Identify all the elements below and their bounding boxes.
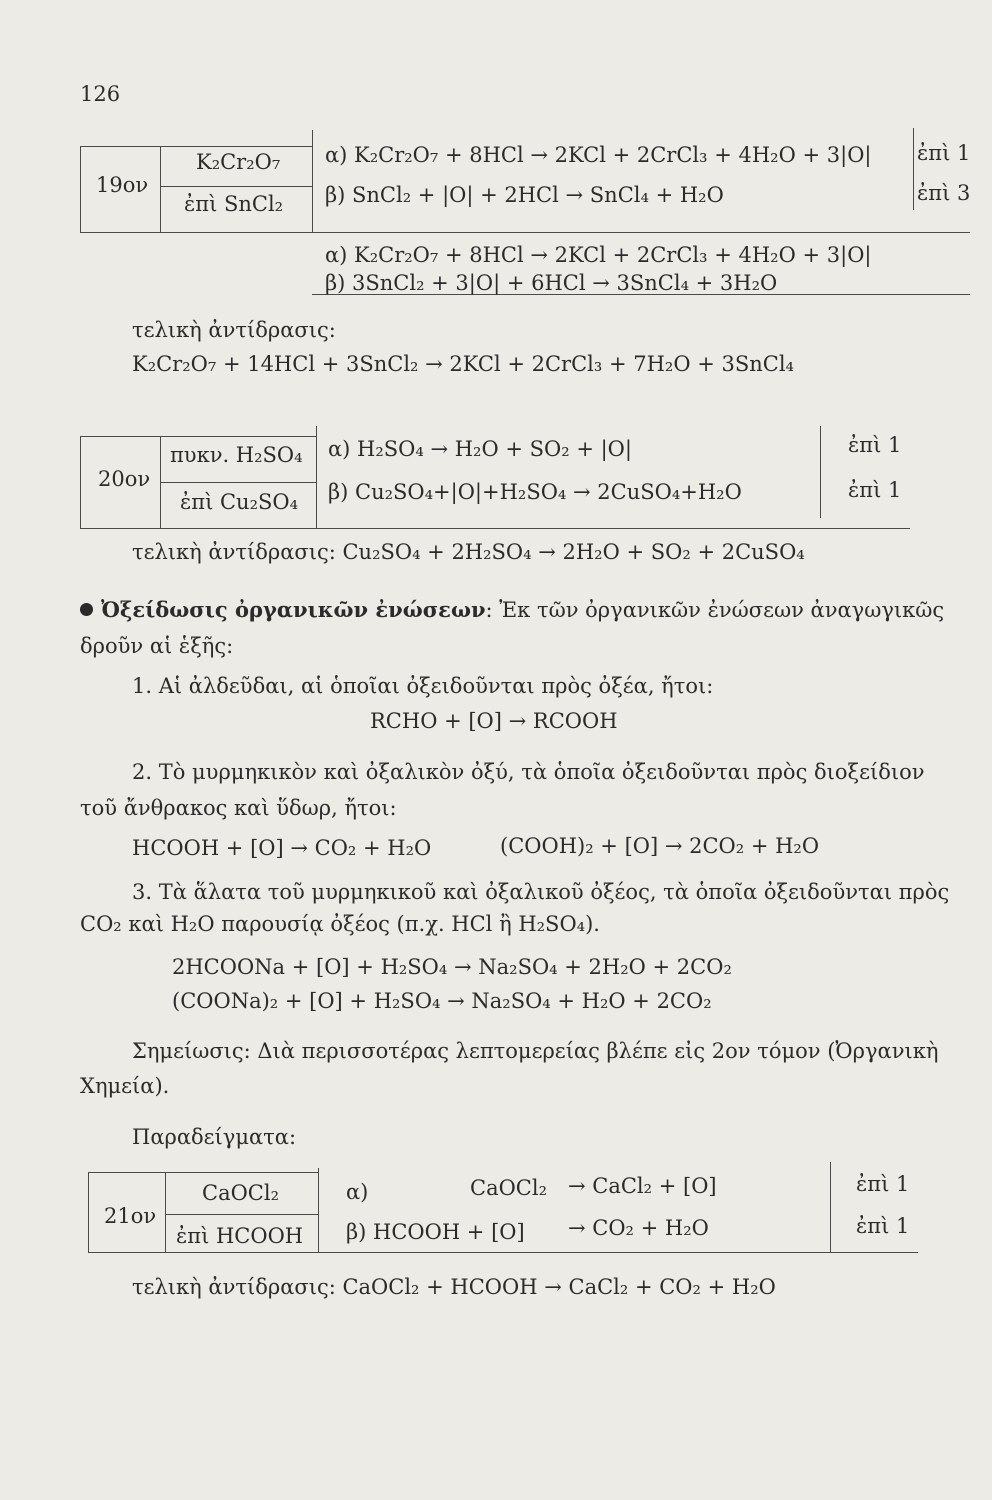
example-19-equation-a: α) K₂Cr₂O₇ + 8HCl → 2KCl + 2CrCl₃ + 4H₂O + 3|O|: [325, 143, 872, 167]
item-3-text-line1: 3. Τὰ ἅλατα τοῦ μυρμηκικοῦ καὶ ὀξαλικοῦ ὀξέος, τὰ ὁποῖα ὀξειδοῦνται πρὸς: [132, 880, 950, 904]
example-20-equation-a: α) H₂SO₄ → H₂O + SO₂ + |O|: [328, 437, 632, 461]
item-1-text: 1. Αἱ ἀλδεῦδαι, αἱ ὁποῖαι ὀξειδοῦνται πρὸς ὀξέα, ἤτοι:: [132, 674, 714, 698]
item-3-equation-1: 2HCOONa + [O] + H₂SO₄ → Na₂SO₄ + 2H₂O + 2CO₂: [172, 955, 732, 979]
example-20-multiplier-b: ἐπὶ 1: [848, 478, 902, 502]
example-20-final-equation: τελικὴ ἀντίδρασις: Cu₂SO₄ + 2H₂SO₄ → 2H₂O + SO₂ + 2CuSO₄: [132, 540, 805, 564]
example-19-multiplier-b: ἐπὶ 3: [917, 181, 971, 205]
item-3-text-line2: CO₂ καὶ H₂O παρουσίᾳ ὀξέος (π.χ. HCl ἢ H₂SO₄).: [80, 912, 600, 936]
item-2-equation-2: (COOH)₂ + [O] → 2CO₂ + H₂O: [500, 834, 820, 858]
example-19-equation-b: β) SnCl₂ + |O| + 2HCl → SnCl₄ + H₂O: [325, 183, 724, 207]
example-21-multiplier-a: ἐπὶ 1: [856, 1172, 910, 1196]
example-20-equation-b: β) Cu₂SO₄+|O|+H₂SO₄ → 2CuSO₄+H₂O: [328, 480, 742, 504]
example-20-target: ἐπὶ Cu₂SO₄: [180, 490, 299, 514]
page-number: 126: [80, 82, 121, 106]
example-19-final-label: τελικὴ ἀντίδρασις:: [132, 318, 336, 342]
example-19-target: ἐπὶ SnCl₂: [184, 192, 284, 216]
example-21-equation-a-label: α): [346, 1180, 369, 1204]
organic-section-heading: Ὀξείδωσις ὀργανικῶν ἐνώσεων: [101, 597, 486, 622]
example-19-sum-a: α) K₂Cr₂O₇ + 8HCl → 2KCl + 2CrCl₃ + 4H₂O + 3|O|: [325, 243, 872, 267]
example-20-multiplier-a: ἐπὶ 1: [848, 433, 902, 457]
example-19-final-equation: K₂Cr₂O₇ + 14HCl + 3SnCl₂ → 2KCl + 2CrCl₃ + 7H₂O + 3SnCl₄: [132, 352, 794, 376]
organic-section-intro: [80, 597, 944, 622]
examples-heading: Παραδείγματα:: [132, 1125, 297, 1149]
bullet-icon: [80, 603, 93, 616]
item-2-text-line1: 2. Τὸ μυρμηκικὸν καὶ ὀξαλικὸν ὀξύ, τὰ ὁποῖα ὀξειδοῦνται πρὸς διοξείδιον: [132, 760, 925, 784]
example-21-number: 21ον: [104, 1204, 157, 1228]
example-19-number: 19ον: [96, 173, 149, 197]
example-21-multiplier-b: ἐπὶ 1: [856, 1214, 910, 1238]
item-2-equation-1: HCOOH + [O] → CO₂ + H₂O: [132, 836, 432, 860]
example-21-target: ἐπὶ HCOOH: [176, 1224, 304, 1248]
example-21-equation-a-left: CaOCl₂: [470, 1176, 548, 1200]
item-1-equation: RCHO + [O] → RCOOH: [370, 709, 618, 733]
example-20-number: 20ον: [98, 467, 151, 491]
example-21-equation-a-right: → CaCl₂ + [O]: [568, 1174, 717, 1198]
example-21-final-equation: τελικὴ ἀντίδρασις: CaOCl₂ + HCOOH → CaCl₂ + CO₂ + H₂O: [132, 1275, 776, 1299]
organic-section-intro-line2: δροῦν αἱ ἑξῆς:: [80, 634, 234, 658]
example-21-reagent: CaOCl₂: [202, 1181, 280, 1205]
example-19-multiplier-a: ἐπὶ 1: [917, 141, 971, 165]
example-21-equation-b-left: β) HCOOH + [O]: [346, 1220, 525, 1244]
organic-section-intro-text: : Ἐκ τῶν ὀργανικῶν ἐνώσεων ἀναγωγικῶς: [485, 598, 945, 622]
example-19-sum-b: β) 3SnCl₂ + 3|O| + 6HCl → 3SnCl₄ + 3H₂O: [325, 271, 778, 295]
note-line1: Σημείωσις: Διὰ περισσοτέρας λεπτομερείας βλέπε εἰς 2ον τόμον (Ὀργανικὴ: [132, 1039, 939, 1063]
example-20-reagent: πυκν. H₂SO₄: [170, 443, 303, 467]
note-line2: Χημεία).: [80, 1074, 170, 1098]
example-19-reagent: K₂Cr₂O₇: [196, 150, 281, 174]
item-3-equation-2: (COONa)₂ + [O] + H₂SO₄ → Na₂SO₄ + H₂O + 2CO₂: [172, 989, 712, 1013]
item-2-text-line2: τοῦ ἄνθρακος καὶ ὕδωρ, ἤτοι:: [80, 796, 397, 820]
example-21-equation-b-right: → CO₂ + H₂O: [568, 1216, 709, 1240]
